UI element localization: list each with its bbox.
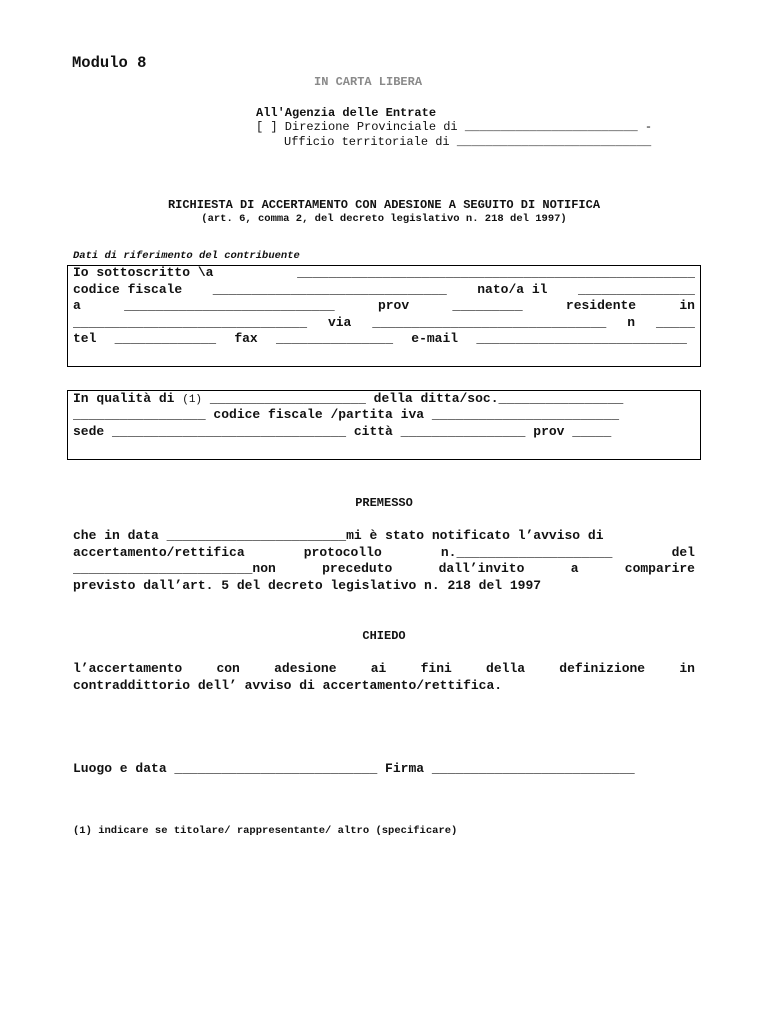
field-prov-nascita[interactable]: _________ xyxy=(452,298,523,313)
qualita-line-1 xyxy=(73,391,693,406)
field-tel[interactable]: _____________ xyxy=(114,331,217,346)
label-via: via xyxy=(327,315,352,330)
premesso-line-1 xyxy=(73,528,695,543)
word-8: in xyxy=(679,661,695,676)
word-2: con xyxy=(216,661,240,676)
label-del: del xyxy=(671,545,695,560)
word-4: ai xyxy=(370,661,387,676)
field-residenza[interactable]: ______________________________ xyxy=(73,315,308,330)
word-a: a xyxy=(570,561,579,576)
label-tel: tel xyxy=(73,331,97,346)
addressee: All'Agenzia delle Entrate xyxy=(256,106,437,120)
label-qualita: In qualità di xyxy=(73,391,175,406)
premesso-line-4: previsto dall’art. 5 del decreto legislativo n. 218 del 1997 xyxy=(73,578,542,593)
field-nome[interactable]: ___________________________________________________ xyxy=(297,265,695,280)
direzione-line: [ ] Direzione Provinciale di ________________________ - xyxy=(256,120,653,134)
field-codice-fiscale[interactable]: ______________________________ xyxy=(212,282,447,297)
label-fax: fax xyxy=(234,331,258,346)
field-luogo-nascita[interactable]: ___________________________ xyxy=(124,298,335,313)
word-6: della xyxy=(486,661,526,676)
field-qualita-ditta[interactable]: ____________________ della ditta/soc.________________ xyxy=(209,391,624,406)
contribuente-line-1 xyxy=(73,265,695,280)
carta-libera-label: IN CARTA LIBERA xyxy=(314,75,423,89)
contribuente-caption: Dati di riferimento del contribuente xyxy=(73,250,300,262)
contribuente-line-4 xyxy=(73,315,695,330)
field-via[interactable]: ______________________________ xyxy=(372,315,607,330)
label-protocollo: protocollo xyxy=(303,545,382,560)
contribuente-line-2 xyxy=(73,282,695,297)
footnote-ref: (1) xyxy=(182,394,203,406)
label-codice-fiscale: codice fiscale xyxy=(73,282,183,297)
chiedo-line-2: contraddittorio dell’ avviso di accertamento/rettifica. xyxy=(73,678,503,693)
form-number: Modulo 8 xyxy=(72,54,147,72)
field-data-nascita[interactable]: _______________ xyxy=(577,282,695,297)
contribuente-line-5 xyxy=(73,331,687,346)
field-data-notifica[interactable]: _______________________mi è stato notificato l’avviso di xyxy=(166,528,604,543)
ufficio-line: Ufficio territoriale di ___________________________ xyxy=(284,135,652,149)
label-residente: residente xyxy=(565,298,637,313)
label-che-in-data: che in data xyxy=(73,528,159,543)
premesso-line-2 xyxy=(73,545,695,560)
word-5: fini xyxy=(420,661,452,676)
chiedo-heading: CHIEDO xyxy=(362,629,406,643)
field-fax[interactable]: _______________ xyxy=(275,331,394,346)
word-7: definizione xyxy=(559,661,646,676)
word-3: adesione xyxy=(274,661,337,676)
word-dallinvito: dall’invito xyxy=(438,561,525,576)
label-prov: prov xyxy=(377,298,410,313)
footnote: (1) indicare se titolare/ rappresentante/ altro (specificare) xyxy=(73,825,458,837)
label-n: n xyxy=(627,315,636,330)
qualita-line-2[interactable]: _________________ codice fiscale /partita iva ________________________ xyxy=(73,407,620,422)
label-a: a xyxy=(73,298,81,313)
field-data-avviso[interactable]: _______________________non xyxy=(73,561,276,576)
luogo-firma-line[interactable]: Luogo e data __________________________ Firma __________________________ xyxy=(73,761,635,776)
field-email[interactable]: ___________________________ xyxy=(476,331,687,346)
premesso-heading: PREMESSO xyxy=(355,496,413,510)
field-civico[interactable]: _____ xyxy=(655,315,695,330)
label-accertamento: accertamento/rettifica xyxy=(73,545,245,560)
contribuente-line-3 xyxy=(73,298,695,313)
qualita-line-3[interactable]: sede ______________________________ città ________________ prov _____ xyxy=(73,424,612,439)
word-comparire: comparire xyxy=(624,561,695,576)
word-1: l’accertamento xyxy=(73,661,183,676)
word-preceduto: preceduto xyxy=(322,561,393,576)
label-email: e-mail xyxy=(411,331,459,346)
label-sottoscritto: Io sottoscritto \a xyxy=(73,265,214,280)
chiedo-line-1 xyxy=(73,661,695,676)
field-protocollo[interactable]: n.____________________ xyxy=(440,545,613,560)
label-in: in xyxy=(679,298,695,313)
document-title: RICHIESTA DI ACCERTAMENTO CON ADESIONE A SEGUITO DI NOTIFICA xyxy=(167,198,601,212)
document-subtitle: (art. 6, comma 2, del decreto legislativo n. 218 del 1997) xyxy=(201,213,567,225)
label-nato-il: nato/a il xyxy=(477,282,548,297)
premesso-line-3 xyxy=(73,561,695,576)
